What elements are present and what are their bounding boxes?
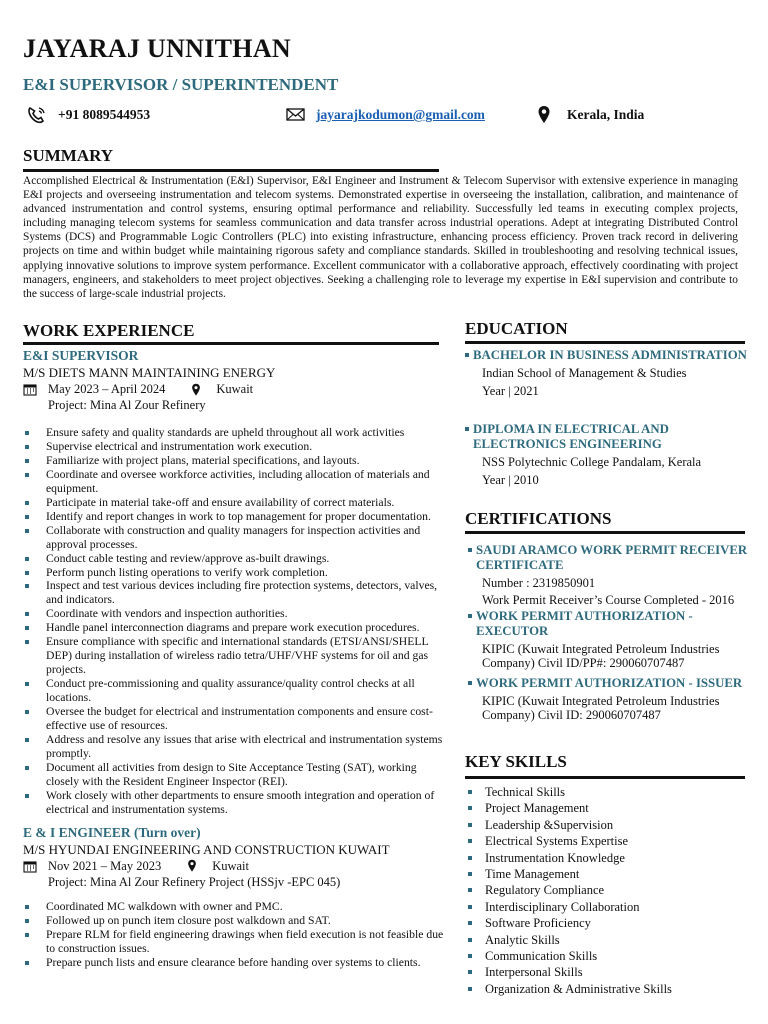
school-name: Indian School of Management & Studies [482, 366, 687, 380]
job-dates: Nov 2021 – May 2023 [48, 858, 162, 873]
job-dates: May 2023 – April 2024 [48, 382, 166, 396]
email-link[interactable]: jayarajkodumon@gmail.com [316, 107, 485, 122]
job-entry [23, 825, 448, 970]
list-item: Followed up on punch item closure post walkdown and SAT. [23, 914, 448, 928]
list-item: Perform punch listing operations to verify work completion. [23, 566, 448, 580]
job-project: Project: Mina Al Zour Refinery [48, 398, 206, 412]
job-title: E&I SUPERVISOR [23, 348, 139, 363]
graduation-year: Year | 2021 [482, 384, 539, 398]
list-item: Regulatory Compliance [465, 882, 672, 898]
job-meta [23, 859, 448, 874]
skills-heading: KEY SKILLS [465, 752, 567, 771]
certification-detail: Number : 2319850901 [482, 576, 596, 590]
list-item: Interdisciplinary Collaboration [465, 899, 672, 915]
certification-title: WORK PERMIT AUTHORIZATION - EXECUTOR [465, 609, 755, 639]
certification-entry [465, 676, 755, 722]
contact-location [537, 104, 644, 126]
phone-number: +91 8089544953 [58, 107, 151, 122]
certification-detail: KIPIC (Kuwait Integrated Petroleum Industries Company) Civil ID/PP#: 290060707487 [482, 642, 720, 670]
job-meta [23, 382, 448, 397]
list-item: Electrical Systems Expertise [465, 833, 672, 849]
job-project: Project: Mina Al Zour Refinery Project (HSSjv -EPC 045) [48, 874, 341, 889]
certification-entry [465, 543, 755, 607]
list-item: Conduct cable testing and review/approve as-built drawings. [23, 552, 448, 566]
list-item: Ensure safety and quality standards are upheld throughout all work activities [23, 426, 448, 440]
list-item: Ensure compliance with specific and international standards (ETSI/ANSI/SHELL DEP) during installation of wireless radio tetra/UHF/VHF systems for oil and gas projects. [23, 635, 448, 677]
list-item: Interpersonal Skills [465, 964, 672, 980]
list-item: Software Proficiency [465, 915, 672, 931]
list-item: Collaborate with construction and quality managers for inspection activities and approval processes. [23, 524, 448, 552]
education-rule [465, 341, 745, 344]
job-location: Kuwait [212, 858, 250, 873]
list-item: Prepare RLM for field engineering drawings when field execution is not feasible due to construction issues. [23, 928, 448, 956]
education-entry [465, 348, 750, 399]
school-name: NSS Polytechnic College Pandalam, Kerala [482, 455, 702, 469]
contact-email [286, 104, 485, 126]
job-entry [23, 348, 448, 817]
work-experience-list [23, 348, 448, 969]
job-location: Kuwait [216, 382, 254, 396]
list-item: Document all activities from design to Site Acceptance Testing (SAT), working closely with the Resident Engineer Inspector (REI). [23, 761, 448, 789]
list-item: Familiarize with project plans, material specifications, and layouts. [23, 454, 448, 468]
location-text: Kerala, India [567, 107, 645, 122]
skills-list [465, 784, 672, 997]
list-item: Supervise electrical and instrumentation work execution. [23, 440, 448, 454]
graduation-year: Year | 2010 [482, 473, 539, 487]
certification-entry [465, 609, 755, 670]
education-heading: EDUCATION [465, 319, 568, 338]
job-title: E & I ENGINEER (Turn over) [23, 824, 201, 840]
summary-text: Accomplished Electrical & Instrumentation (E&I) Supervisor, E&I Engineer and Instrument & Telecom Supervisor with extensive experience in managing E&I projects and overseeing instrumentation and telecom systems. Demonstrated expertise in overseeing the installation, calibration, and maintenance of advanced instrumentation and control systems, ensuring optimal performance and reliability. Successfully led teams in executing complex projects, including managing telecom systems for seamless communication and data transfer across industrial operations. Adept at integrating Distributed Control Systems (DCS) and Programmable Logic Controllers (PLC) into existing infrastructure, enhancing process efficiency. Proven track record in delivering projects on time and within budget while maintaining rigorous safety and compliance standards. Skilled in troubleshooting and resolving technical issues, applying innovative solutions to improve system performance. Excellent communicator with a collaborative approach, effectively coordinating with project managers, engineers, and stakeholders to meet project objectives. Seeking a challenging role to leverage my expertise in E&I supervision and contribute to the success of large-scale industrial projects. [23, 175, 738, 300]
map-pin-icon [187, 859, 201, 873]
job-company: M/S HYUNDAI ENGINEERING AND CONSTRUCTION KUWAIT [23, 841, 390, 857]
certifications-heading: CERTIFICATIONS [465, 509, 612, 528]
list-item: Project Management [465, 800, 672, 816]
work-rule [23, 342, 439, 345]
work-heading: WORK EXPERIENCE [23, 321, 195, 340]
list-item: Inspect and test various devices including fire protection systems, detectors, valves, and indicators. [23, 579, 448, 607]
map-pin-icon [191, 383, 205, 397]
skills-rule [465, 776, 745, 779]
candidate-name: JAYARAJ UNNITHAN [23, 34, 291, 63]
certification-detail: KIPIC (Kuwait Integrated Petroleum Industries Company) Civil ID: 290060707487 [482, 694, 720, 722]
summary-rule [23, 169, 439, 172]
contact-phone [26, 104, 150, 126]
list-item: Technical Skills [465, 784, 672, 800]
phone-icon [26, 105, 48, 125]
list-item: Instrumentation Knowledge [465, 850, 672, 866]
calendar-icon [23, 383, 37, 396]
summary-heading: SUMMARY [23, 146, 114, 165]
list-item: Prepare punch lists and ensure clearance before handing over systems to clients. [23, 956, 448, 970]
list-item: Work closely with other departments to ensure smooth integration and operation of electrical and instrumentation systems. [23, 789, 448, 817]
job-bullets [23, 900, 448, 970]
list-item: Coordinate with vendors and inspection authorities. [23, 607, 448, 621]
list-item: Leadership &Supervision [465, 817, 672, 833]
certification-title: WORK PERMIT AUTHORIZATION - ISSUER [465, 676, 755, 691]
envelope-icon [286, 108, 306, 122]
certifications-rule [465, 531, 745, 534]
list-item: Analytic Skills [465, 932, 672, 948]
list-item: Participate in material take-off and ensure availability of correct materials. [23, 496, 448, 510]
candidate-role: E&I SUPERVISOR / SUPERINTENDENT [23, 75, 339, 94]
map-pin-icon [537, 105, 551, 125]
education-entry [465, 422, 750, 488]
certification-detail: Work Permit Receiver’s Course Completed - 2016 [482, 593, 735, 607]
list-item: Oversee the budget for electrical and instrumentation components and ensure cost-effective use of resources. [23, 705, 448, 733]
list-item: Time Management [465, 866, 672, 882]
list-item: Address and resolve any issues that arise with electrical and instrumentation systems promptly. [23, 733, 448, 761]
job-company: M/S DIETS MANN MAINTAINING ENERGY [23, 365, 276, 380]
calendar-icon [23, 860, 37, 873]
certification-title: SAUDI ARAMCO WORK PERMIT RECEIVER CERTIFICATE [465, 543, 755, 573]
list-item: Coordinate and oversee workforce activities, including allocation of materials and equipment. [23, 468, 448, 496]
list-item: Coordinated MC walkdown with owner and PMC. [23, 900, 448, 914]
list-item: Handle panel interconnection diagrams and prepare work execution procedures. [23, 621, 448, 635]
list-item: Identify and report changes in work to top management for proper documentation. [23, 510, 448, 524]
job-bullets [23, 426, 448, 817]
list-item: Conduct pre-commissioning and quality assurance/quality control checks at all locations. [23, 677, 448, 705]
list-item: Organization & Administrative Skills [465, 981, 672, 997]
list-item: Communication Skills [465, 948, 672, 964]
degree-title: DIPLOMA IN ELECTRICAL AND ELECTRONICS ENGINEERING [465, 422, 750, 452]
degree-title: BACHELOR IN BUSINESS ADMINISTRATION [465, 348, 750, 363]
